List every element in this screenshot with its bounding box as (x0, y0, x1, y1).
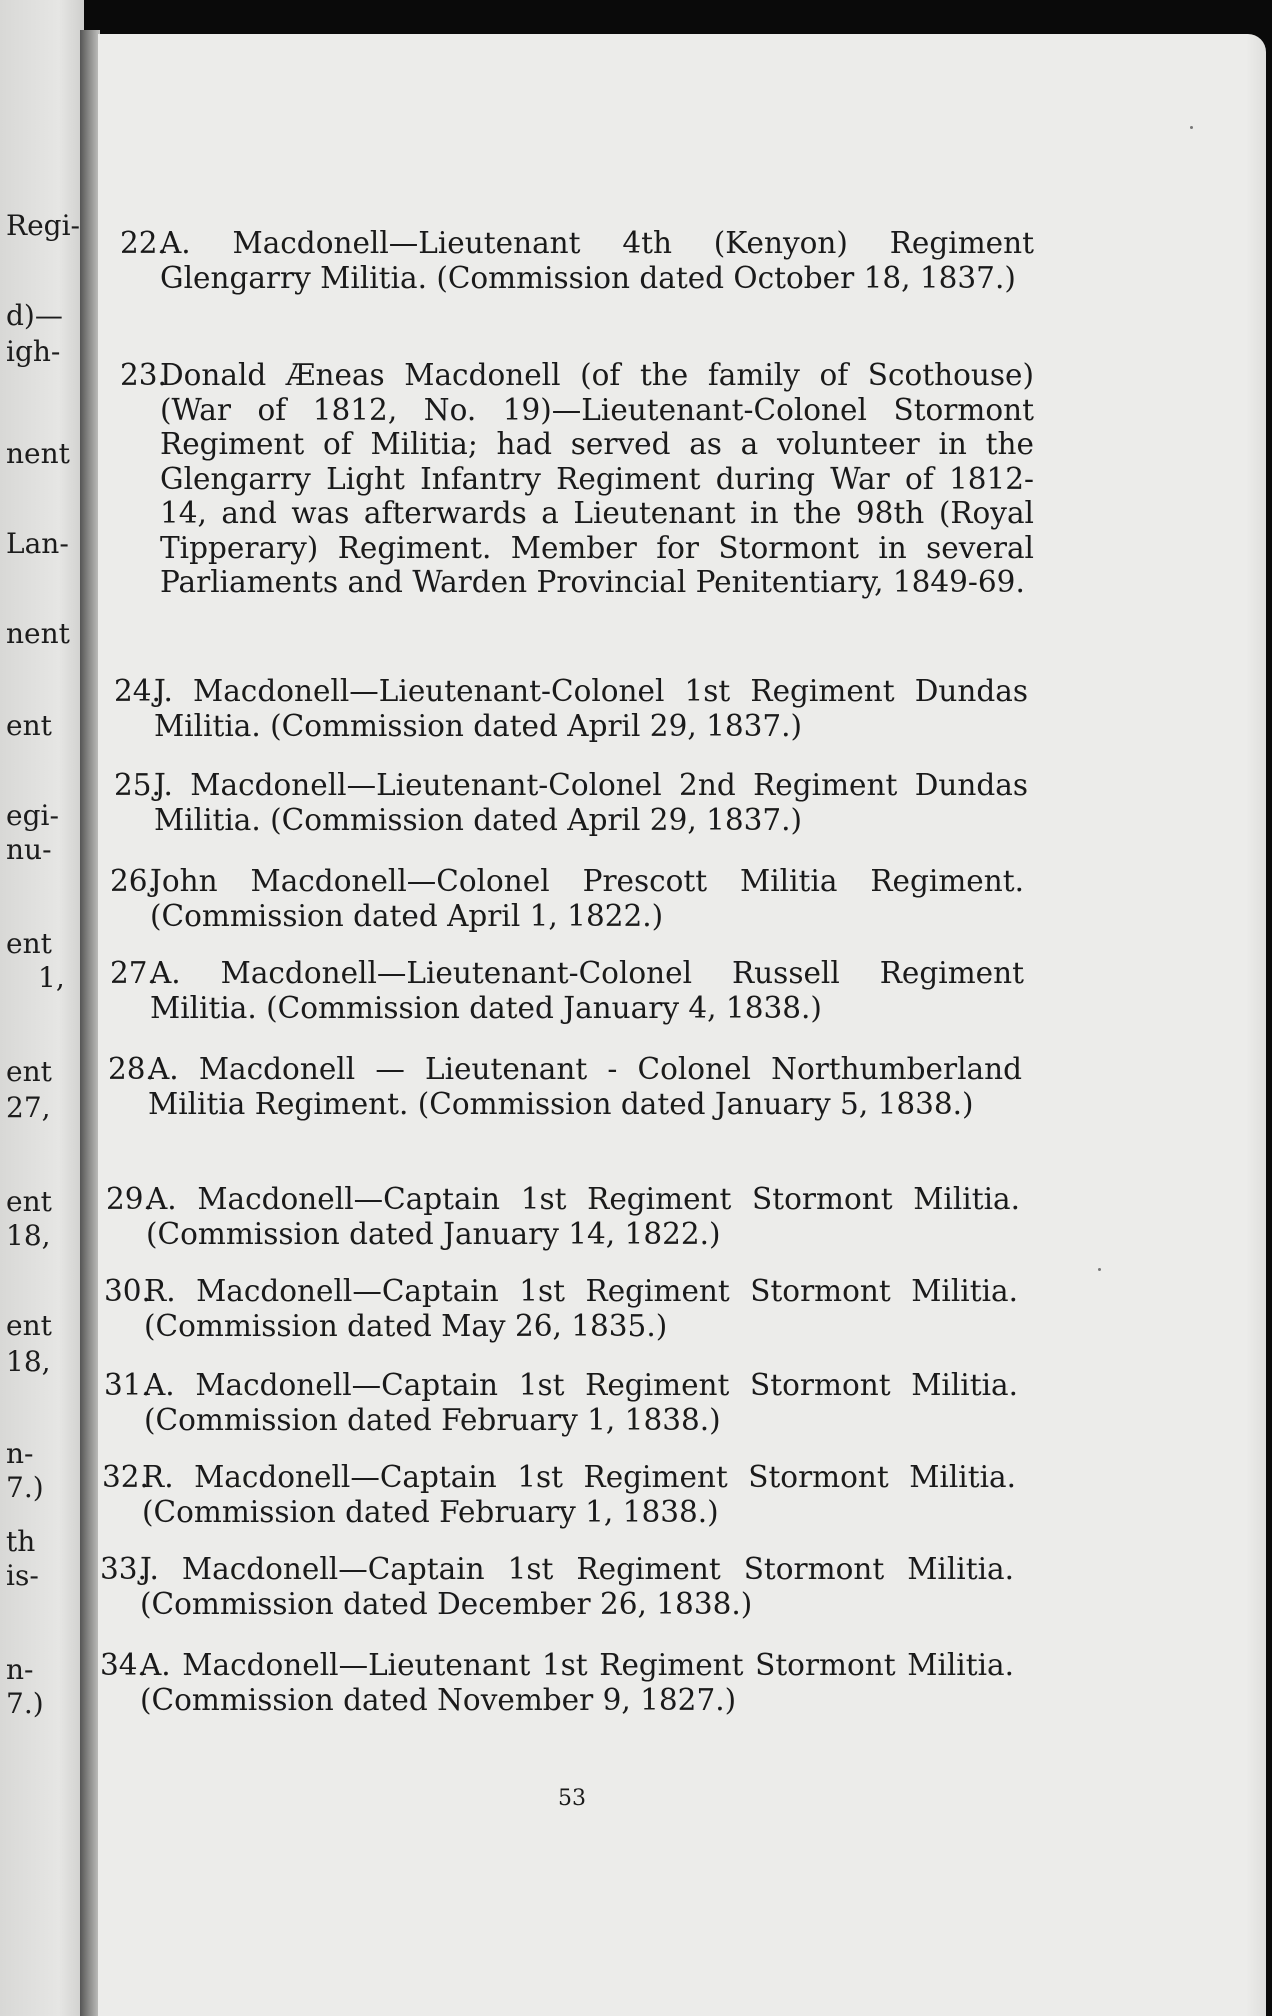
entry-number: 28. (108, 1052, 155, 1086)
book-gutter (80, 30, 100, 2016)
entry-number: 30. (104, 1274, 151, 1308)
entry-text: A. Macdonell—Lieutenant 1st Regiment Stormont Militia. (Commission dated November 9, 1827.) (140, 1648, 1014, 1717)
left-page-fragment: ent (6, 927, 52, 960)
entry-number: 22. (120, 226, 167, 260)
entry-text: A. Macdonell — Lieutenant - Colonel Northumberland Militia Regiment. (Commission dated January 5, 1838.) (148, 1052, 1022, 1121)
left-page-fragment: ent (6, 709, 52, 742)
entry-text: A. Macdonell—Lieutenant 4th (Kenyon) Regiment Glengarry Militia. (Commission dated October 18, 1837.) (160, 226, 1034, 295)
list-item (114, 768, 1028, 837)
list-item (120, 358, 1034, 600)
entry-number: 23. (120, 358, 167, 392)
entry-text: John Macdonell—Colonel Prescott Militia Regiment. (Commission dated April 1, 1822.) (150, 864, 1024, 933)
entry-number: 29. (106, 1182, 153, 1216)
entry-text: R. Macdonell—Captain 1st Regiment Stormont Militia. (Commission dated May 26, 1835.) (144, 1274, 1018, 1343)
left-page-fragment: nent (6, 437, 70, 470)
left-page-fragment: is- (6, 1559, 39, 1592)
entry-number: 32. (102, 1460, 149, 1494)
left-page-fragment: nent (6, 617, 70, 650)
entry-text: J. Macdonell—Captain 1st Regiment Stormont Militia. (Commission dated December 26, 1838.) (140, 1552, 1014, 1621)
entry-text: R. Macdonell—Captain 1st Regiment Stormont Militia. (Commission dated February 1, 1838.) (142, 1460, 1016, 1529)
list-item (110, 956, 1024, 1025)
list-item (106, 1182, 1020, 1251)
left-page-fragment: igh- (6, 335, 61, 368)
list-item (104, 1368, 1018, 1437)
entry-text: Donald Æneas Macdonell (of the family of Scothouse) (War of 1812, No. 19)—Lieutenant-Colonel Stormont Regiment of Militia; had served as a volunteer in the Glengarry Light Infantry Regiment during War of 1812-14, and was afterwards a Lieutenant in the 98th (Royal Tipperary) Regiment. Member for Stormont in several Parliaments and Warden Provincial Penitentiary, 1849-69. (160, 358, 1034, 599)
left-page-fragment: 18, (6, 1219, 51, 1252)
right-page (98, 34, 1266, 2016)
left-page-fragment: 7.) (6, 1471, 44, 1504)
entry-text: J. Macdonell—Lieutenant-Colonel 1st Regiment Dundas Militia. (Commission dated April 29, 1837.) (154, 674, 1028, 743)
left-page-fragment: nu- (6, 833, 52, 866)
left-page-fragment: 7.) (6, 1687, 44, 1720)
entry-number: 34. (100, 1648, 147, 1682)
left-page-fragment: ent (6, 1055, 52, 1088)
entry-number: 26. (110, 864, 157, 898)
entry-number: 27. (110, 956, 157, 990)
list-item (100, 1552, 1014, 1621)
list-item (104, 1274, 1018, 1343)
left-page-fragment: 18, (6, 1345, 51, 1378)
entry-number: 33. (100, 1552, 147, 1586)
left-page-fragment: ent (6, 1185, 52, 1218)
left-page-fragment: n- (6, 1653, 34, 1686)
left-page-edge (0, 0, 84, 2016)
entry-text: A. Macdonell—Lieutenant-Colonel Russell Regiment Militia. (Commission dated January 4, 1838.) (150, 956, 1024, 1025)
left-page-fragment: 1, (38, 961, 65, 994)
left-page-fragment: n- (6, 1437, 34, 1470)
entry-number: 31. (104, 1368, 151, 1402)
entry-list (98, 34, 1266, 2016)
list-item (102, 1460, 1016, 1529)
list-item (110, 864, 1024, 933)
left-page-fragment: egi- (6, 799, 59, 832)
list-item (120, 226, 1034, 295)
left-page-fragment: th (6, 1525, 36, 1558)
left-page-fragment: Regi- (6, 209, 80, 242)
list-item (108, 1052, 1022, 1121)
left-page-fragment: d)— (6, 299, 63, 332)
entry-text: A. Macdonell—Captain 1st Regiment Stormont Militia. (Commission dated February 1, 1838.) (144, 1368, 1018, 1437)
page-number: 53 (558, 1786, 586, 1811)
scan-speck (1098, 1268, 1101, 1271)
entry-number: 25. (114, 768, 161, 802)
left-page-fragment: 27, (6, 1091, 51, 1124)
entry-text: J. Macdonell—Lieutenant-Colonel 2nd Regiment Dundas Militia. (Commission dated April 29, 1837.) (154, 768, 1028, 837)
list-item (100, 1648, 1014, 1717)
list-item (114, 674, 1028, 743)
left-page-fragment: ent (6, 1309, 52, 1342)
left-page-fragment: Lan- (6, 527, 69, 560)
scan-speck (1190, 126, 1193, 129)
entry-number: 24. (114, 674, 161, 708)
entry-text: A. Macdonell—Captain 1st Regiment Stormont Militia. (Commission dated January 14, 1822.) (146, 1182, 1020, 1251)
